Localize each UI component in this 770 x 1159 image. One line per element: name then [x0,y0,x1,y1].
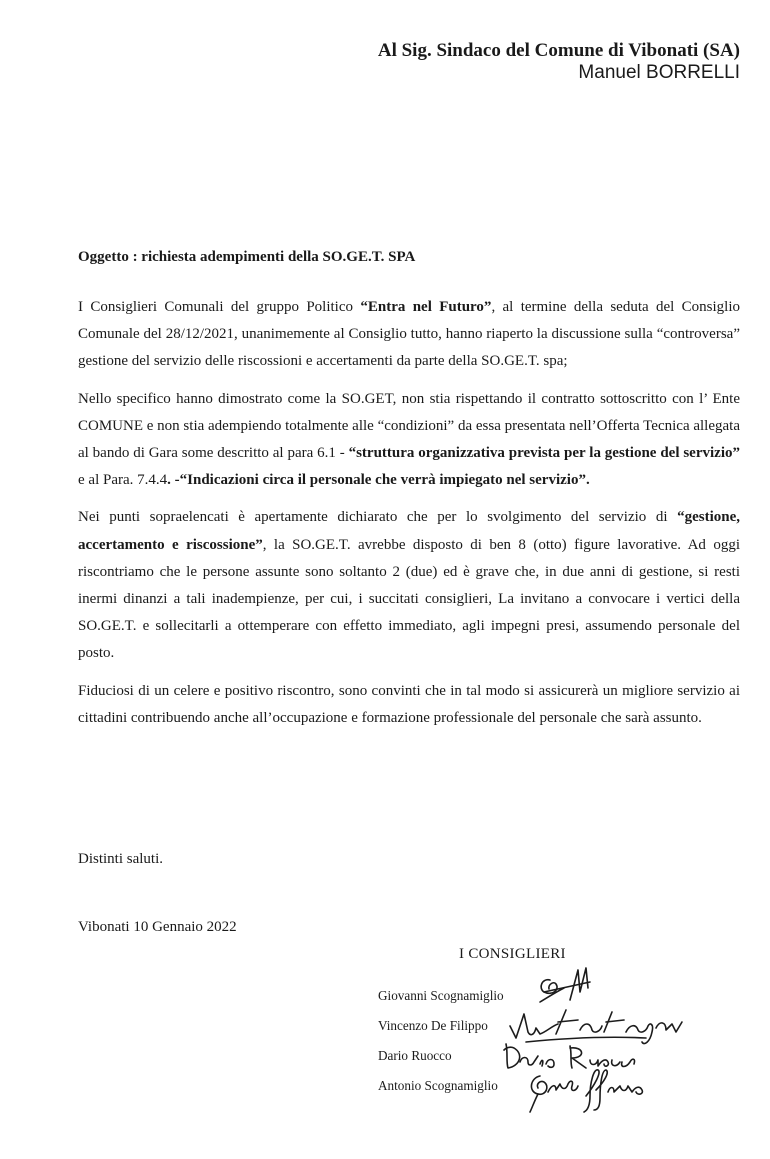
addressee-name: Manuel BORRELLI [578,62,740,83]
paragraph-2 [78,386,740,495]
signature-4-image [524,1066,664,1114]
p1-group-name: “Entra nel Futuro” [360,299,492,315]
paragraph-3 [78,504,740,667]
addressee-block [378,40,740,84]
subject-line: Oggetto : richiesta adempimenti della SO.GE.T. SPA [78,249,416,265]
p1-text-a: I Consiglieri Comunali del gruppo Politico [78,299,361,315]
paragraph-1 [78,294,740,376]
p2-bold-2: . -“Indicazioni circa il personale che verrà impiegato nel servizio”. [167,472,590,489]
signer-name-4: Antonio Scognamiglio [378,1078,498,1093]
p2-text-a: Nello specifico hanno dimostrato come la SO.GET, non stia rispettando il contratto sottoscritto con l’ Ente COMUNE e non stia adempiendo totalmente alle “condizioni” da essa presentata nell’Offerta Tecnica allegata al bando di Gara some descritto al para 6.1 - [78,390,740,462]
letter-body [78,294,740,742]
addressee-title: Al Sig. Sindaco del Comune di Vibonati (SA) [377,40,740,61]
place-date: Vibonati 10 Gennaio 2022 [78,919,237,935]
p2-text-c: e al Para. 7.4.4 [78,472,168,489]
salutation: Distinti saluti. [78,851,164,867]
p1-text-c: , al termine della seduta del Consiglio Comunale del 28/12/2021, unanimemente al Consiglio tutto, hanno riaperto la discussione sulla “controversa” gestione del servizio delle riscossioni e accertamenti da parte della SO.GE.T. spa; [78,299,740,370]
signer-name-1: Giovanni Scognamiglio [378,988,504,1003]
p3-text-a: Nei punti sopraelencati è apertamente dichiarato che per lo svolgimento del servizio di [78,509,678,526]
signer-name-2: Vincenzo De Filippo [378,1018,488,1033]
signatures-title: I CONSIGLIERI [459,946,566,962]
p2-bold-1: “struttura organizzativa prevista per la gestione del servizio” [348,445,740,462]
signer-name-3: Dario Ruocco [378,1048,452,1063]
p3-bold: “gestione, accertamento e riscossione” [78,509,740,553]
paragraph-4: Fiduciosi di un celere e positivo riscontro, sono convinti che in tal modo si assicurerà un migliore servizio ai cittadini contribuendo anche all’occupazione e formazione professionale del personale che sarà assunto. [78,682,740,726]
p3-text-c: , la SO.GE.T. avrebbe disposto di ben 8 (otto) figure lavorative. Ad oggi riscontriamo che le persone assunte sono soltanto 2 (due) ed è grave che, in due anni di gestione, si resti inermi dinanzi a tali inadempienze, per cui, i succitati consiglieri, La invitano a convocare i vertici della SO.GE.T. e sollecitarli a ottemperare con effetto immediato, agli impegni presi, assumendo personale del posto. [78,536,740,662]
